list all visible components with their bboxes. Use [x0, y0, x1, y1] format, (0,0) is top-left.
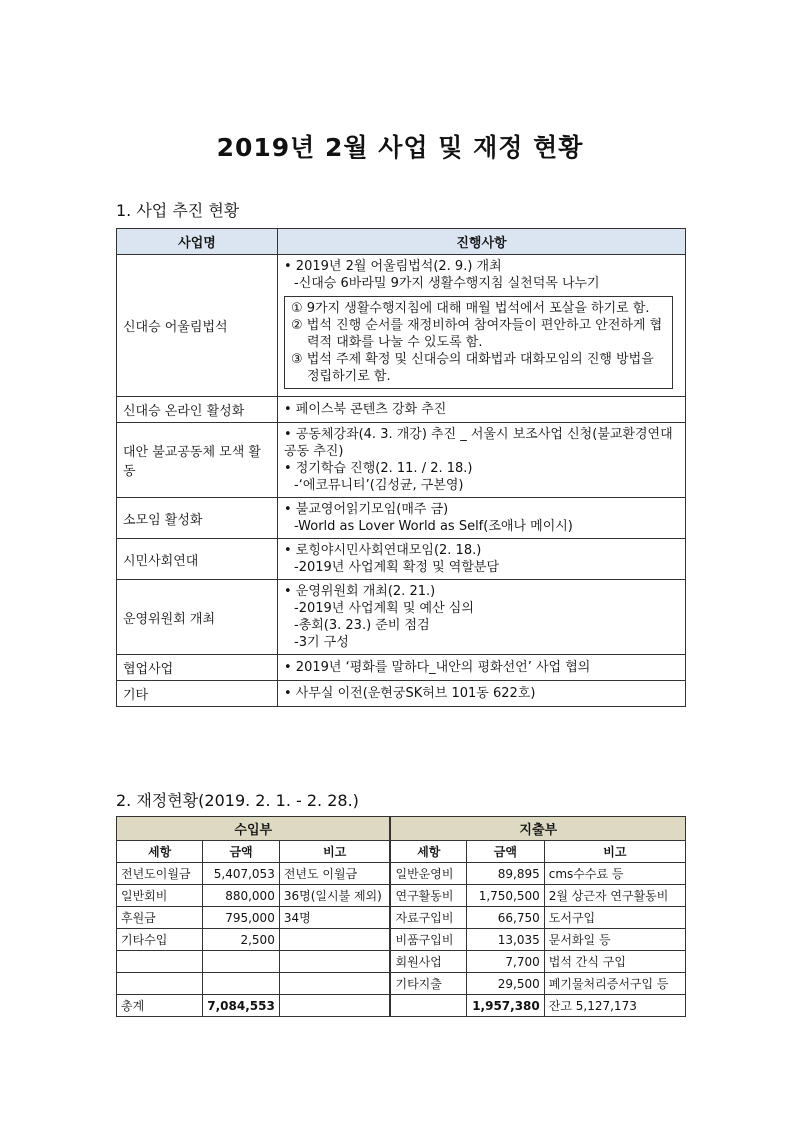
expense-note: cms수수료 등	[544, 863, 685, 885]
business-progress	[278, 255, 686, 397]
table-row	[117, 655, 686, 681]
expense-col-item: 세항	[390, 841, 466, 863]
expense-item: 회원사업	[390, 951, 466, 973]
business-status-table	[116, 228, 686, 707]
business-name: 대안 불교공동체 모색 활동	[117, 423, 278, 498]
finance-table	[116, 816, 686, 1017]
business-progress	[278, 539, 686, 580]
business-name: 신대승 어울림법석	[117, 255, 278, 397]
progress-line: • 운영위원회 개최(2. 21.)	[284, 584, 436, 599]
business-progress	[278, 498, 686, 539]
progress-line: -2019년 사업계획 및 예산 심의	[294, 601, 474, 616]
income-item: 일반회비	[117, 885, 203, 907]
table-row	[117, 580, 686, 655]
col-header-progress: 진행사항	[278, 229, 686, 255]
business-name: 소모임 활성화	[117, 498, 278, 539]
finance-row	[117, 951, 686, 973]
income-note	[279, 951, 390, 973]
business-name: 기타	[117, 681, 278, 707]
business-name: 시민사회연대	[117, 539, 278, 580]
income-amount: 7,084,553	[203, 995, 280, 1017]
expense-title: 지출부	[390, 817, 685, 841]
business-progress	[278, 397, 686, 423]
income-amount	[203, 973, 280, 995]
progress-line: -신대승 6바라밀 9가지 생활수행지침 실천덕목 나누기	[294, 276, 600, 291]
income-amount	[203, 951, 280, 973]
expense-item: 기타지출	[390, 973, 466, 995]
business-progress	[278, 423, 686, 498]
income-amount: 880,000	[203, 885, 280, 907]
table-row	[117, 539, 686, 580]
income-amount: 2,500	[203, 929, 280, 951]
expense-amount: 7,700	[467, 951, 545, 973]
income-col-item: 세항	[117, 841, 203, 863]
table-row	[117, 255, 686, 397]
income-col-amount: 금액	[203, 841, 280, 863]
progress-line: • 정기학습 진행(2. 11. / 2. 18.)	[284, 461, 473, 476]
expense-amount: 66,750	[467, 907, 545, 929]
business-progress	[278, 681, 686, 707]
expense-note: 폐기물처리증서구입 등	[544, 973, 685, 995]
progress-line: -총회(3. 23.) 준비 점검	[294, 618, 430, 633]
expense-amount: 89,895	[467, 863, 545, 885]
progress-line: • 로힝야시민사회연대모임(2. 18.)	[284, 543, 482, 558]
expense-note: 잔고 5,127,173	[544, 995, 685, 1017]
note-box	[284, 296, 673, 389]
income-note: 36명(일시불 제외)	[279, 885, 390, 907]
income-col-note: 비고	[279, 841, 390, 863]
note-line: ① 9가지 생활수행지침에 대해 매월 법석에서 포살을 하기로 함.	[291, 301, 650, 316]
expense-item: 일반운영비	[390, 863, 466, 885]
finance-row	[117, 929, 686, 951]
page-title: 2019년 2월 사업 및 재정 현황	[216, 133, 584, 162]
expense-col-note: 비고	[544, 841, 685, 863]
income-note	[279, 995, 390, 1017]
section-heading-business: 1. 사업 추진 현황	[116, 201, 240, 220]
income-note: 34명	[279, 907, 390, 929]
business-name: 협업사업	[117, 655, 278, 681]
table-header-row	[117, 229, 686, 255]
expense-amount: 1,750,500	[467, 885, 545, 907]
income-amount: 5,407,053	[203, 863, 280, 885]
income-item	[117, 951, 203, 973]
expense-note: 도서구입	[544, 907, 685, 929]
progress-line: • 불교영어읽기모임(매주 금)	[284, 502, 449, 517]
income-item: 기타수입	[117, 929, 203, 951]
total-row	[117, 995, 686, 1017]
expense-col-amount: 금액	[467, 841, 545, 863]
expense-item: 연구활동비	[390, 885, 466, 907]
income-note	[279, 929, 390, 951]
finance-row	[117, 885, 686, 907]
finance-group-row	[117, 817, 686, 841]
note-line: ② 법석 진행 순서를 재정비하여 참여자들이 편안하고 안전하게 협력적 대화를 나눌 수 있도록 함.	[291, 318, 663, 350]
expense-amount: 13,035	[467, 929, 545, 951]
col-header-name: 사업명	[117, 229, 278, 255]
note-line: ③ 법석 주제 확정 및 신대승의 대화법과 대화모임의 진행 방법을 정립하기로 함.	[291, 352, 654, 384]
expense-amount: 29,500	[467, 973, 545, 995]
progress-line: -3기 구성	[294, 635, 349, 650]
finance-row	[117, 863, 686, 885]
business-name: 운영위원회 개최	[117, 580, 278, 655]
finance-row	[117, 973, 686, 995]
progress-line: • 2019년 2월 어울림법석(2. 9.) 개최	[284, 259, 502, 274]
table-row	[117, 397, 686, 423]
section-heading-finance: 2. 재정현황(2019. 2. 1. - 2. 28.)	[116, 791, 359, 810]
progress-line: • 공동체강좌(4. 3. 개강) 추진 _ 서울시 보조사업 신청(불교환경연대 공동 추진)	[284, 427, 673, 459]
progress-line: • 페이스북 콘텐츠 강화 추진	[284, 402, 447, 417]
business-name: 신대승 온라인 활성화	[117, 397, 278, 423]
business-progress	[278, 655, 686, 681]
income-item	[117, 973, 203, 995]
expense-amount: 1,957,380	[467, 995, 545, 1017]
progress-line: -‘에코뮤니티’(김성균, 구본영)	[294, 478, 464, 493]
expense-item	[390, 995, 466, 1017]
table-row	[117, 423, 686, 498]
progress-line: -2019년 사업계획 확정 및 역할분담	[294, 560, 500, 575]
expense-note: 문서화일 등	[544, 929, 685, 951]
table-row	[117, 681, 686, 707]
progress-line: • 2019년 ‘평화를 말하다_내안의 평화선언’ 사업 협의	[284, 660, 591, 675]
expense-note: 법석 간식 구입	[544, 951, 685, 973]
income-title: 수입부	[117, 817, 391, 841]
table-row	[117, 498, 686, 539]
expense-item: 자료구입비	[390, 907, 466, 929]
finance-col-row	[117, 841, 686, 863]
income-item: 총계	[117, 995, 203, 1017]
income-amount: 795,000	[203, 907, 280, 929]
finance-row	[117, 907, 686, 929]
income-item: 전년도이월금	[117, 863, 203, 885]
income-note	[279, 973, 390, 995]
progress-line: -World as Lover World as Self(조애나 메이시)	[294, 519, 573, 534]
business-progress	[278, 580, 686, 655]
income-item: 후원금	[117, 907, 203, 929]
expense-note: 2월 상근자 연구활동비	[544, 885, 685, 907]
progress-line: • 사무실 이전(운현궁SK허브 101동 622호)	[284, 686, 536, 701]
income-note: 전년도 이월금	[279, 863, 390, 885]
expense-item: 비품구입비	[390, 929, 466, 951]
